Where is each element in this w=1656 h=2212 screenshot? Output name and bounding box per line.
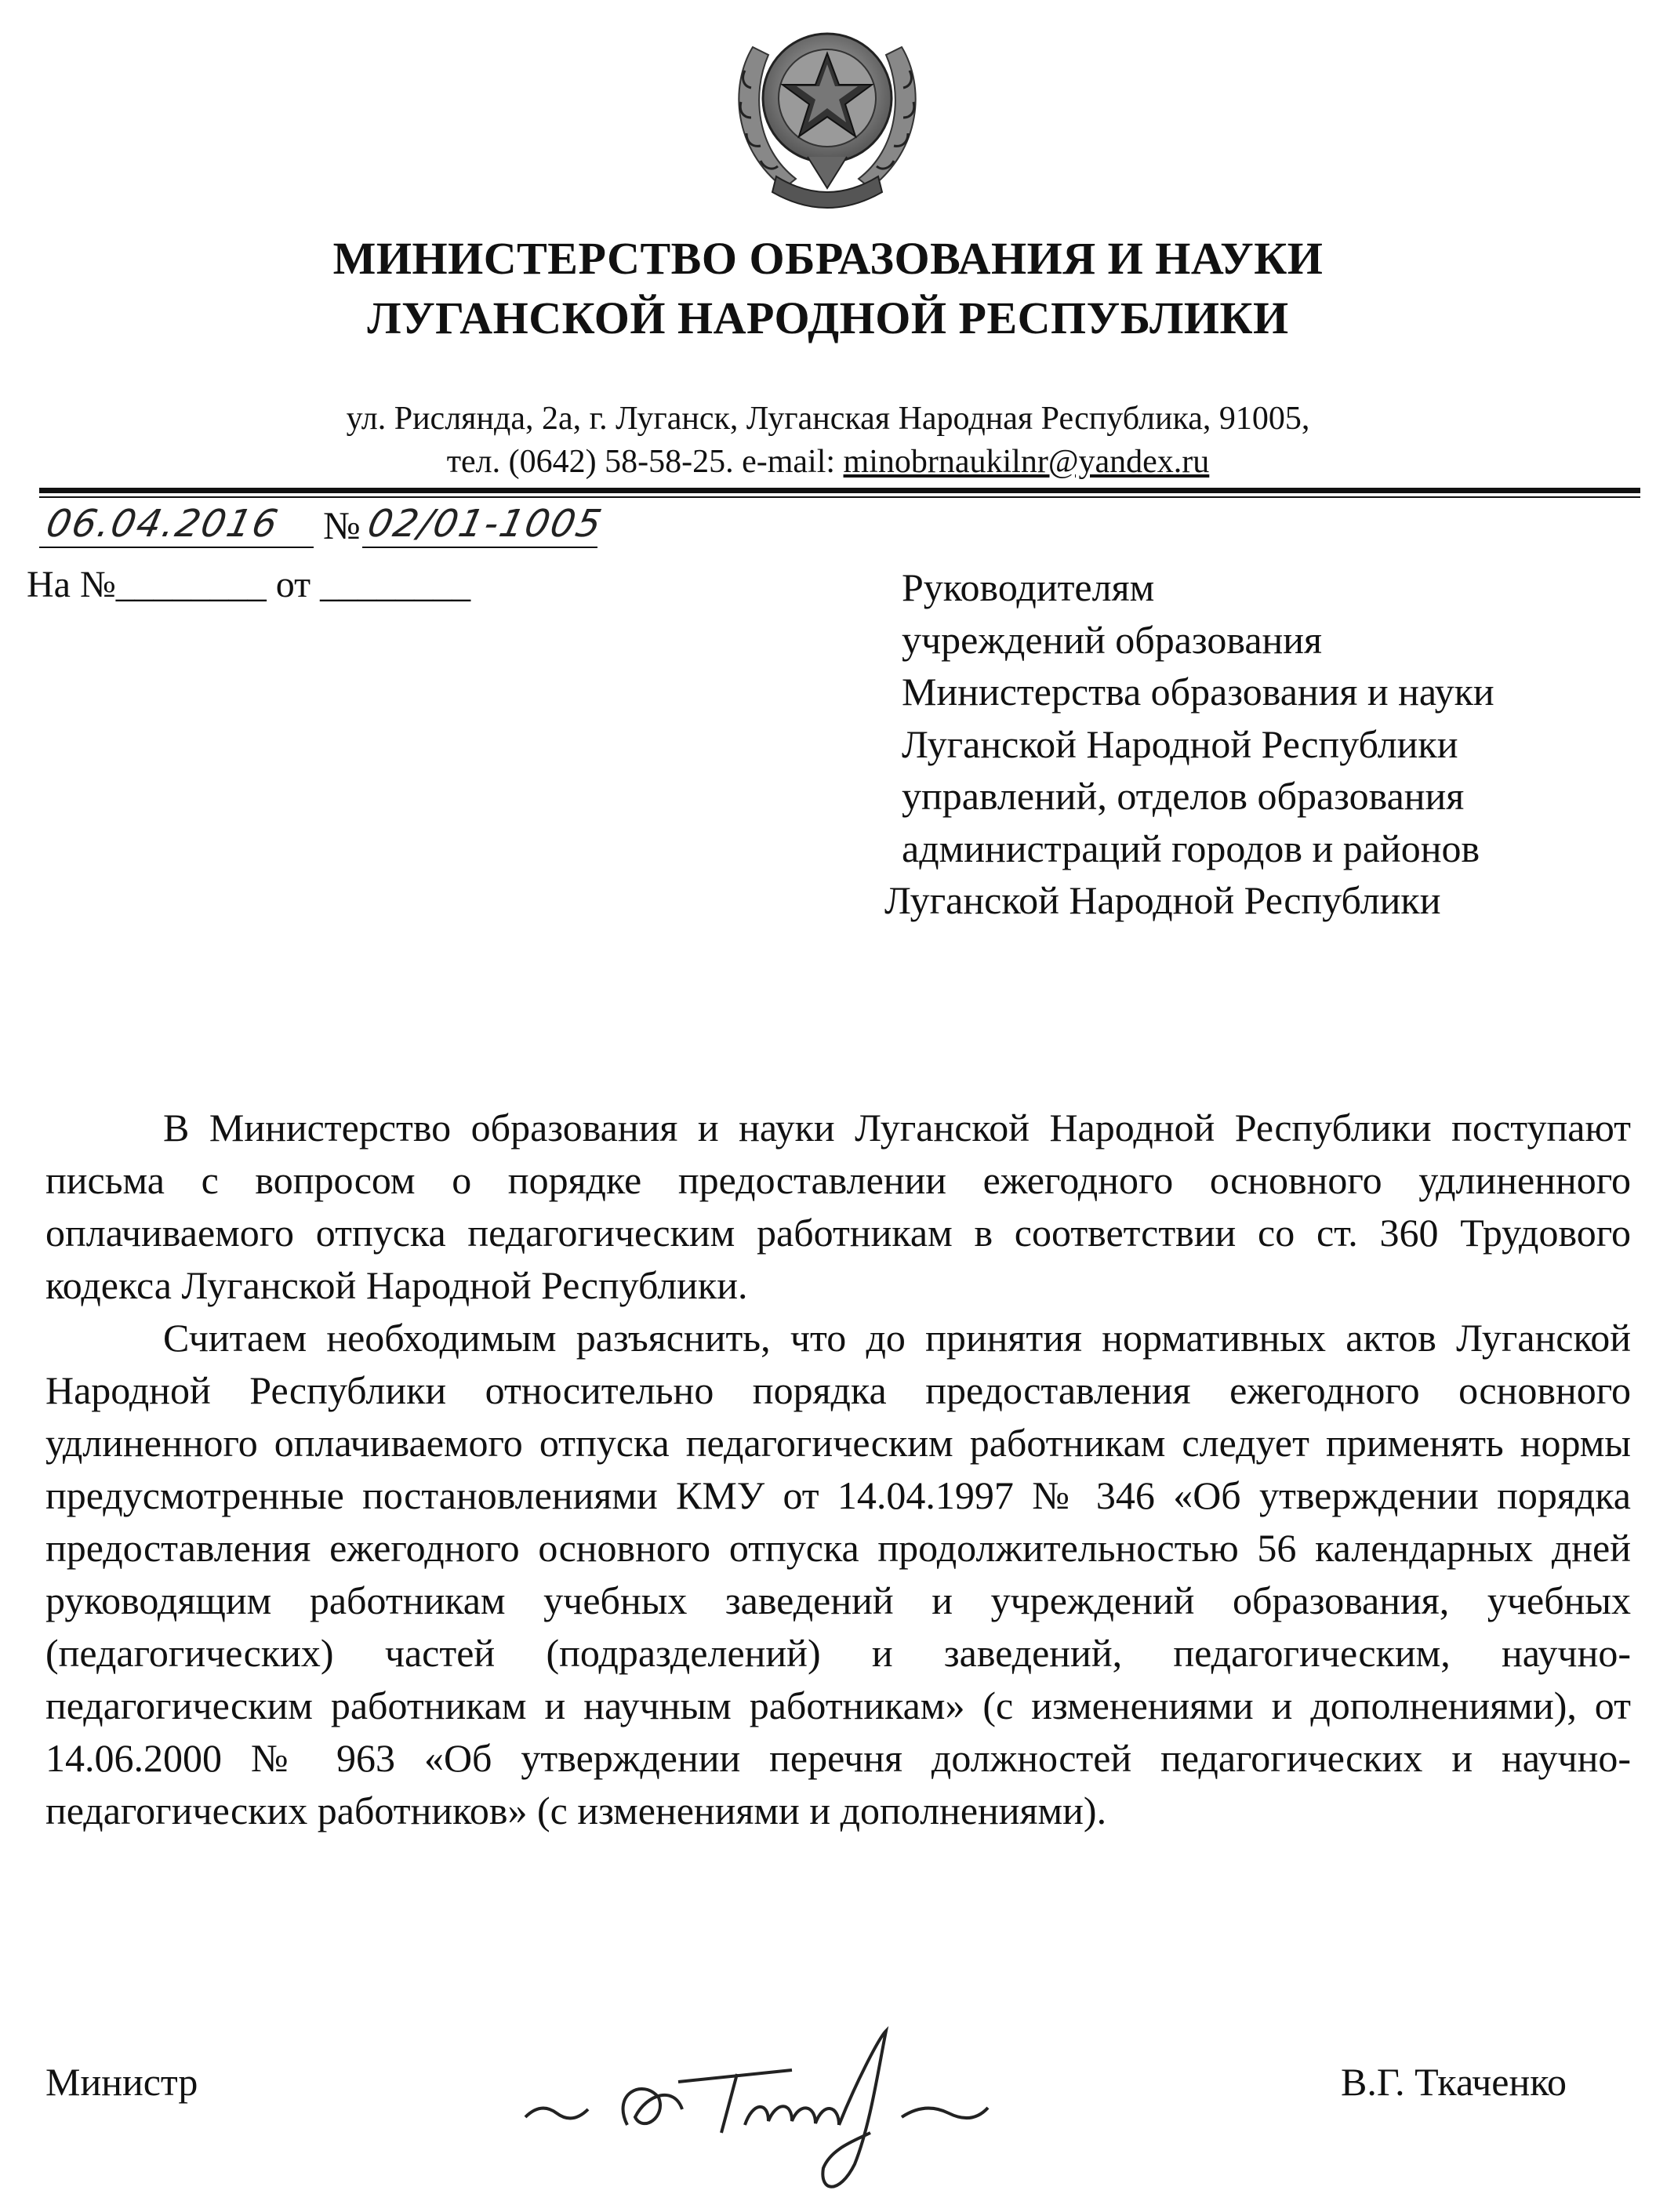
number-underline bbox=[362, 547, 597, 548]
reply-reference: На №________ от ________ bbox=[27, 564, 471, 605]
registration-number-label: № bbox=[323, 503, 361, 547]
header-divider bbox=[39, 488, 1640, 493]
phone-label: тел. (0642) 58-58-25. e-mail: bbox=[446, 444, 844, 480]
contact-line bbox=[0, 441, 1656, 482]
letter-body bbox=[45, 1102, 1631, 1837]
address-line: ул. Рислянда, 2а, г. Луганск, Луганская Народная Республика, 91005, bbox=[346, 401, 1310, 437]
body-paragraph: Считаем необходимым разъяснить, что до принятия нормативных актов Луганской Народной Республики относительно порядка предоставления ежегодного основного удлиненного оплачиваемого отпуска педагогическим работникам следует применять нормы предусмотренные постановлениями КМУ от 14.04.1997 № 346 «Об утверждении порядка предоставления ежегодного основного отпуска продолжительностью 56 календарных дней руководящим работникам учебных заведений и учреждений образования, учебных (педагогических) частей (подразделений) и заведений, педагогическим, научно-педагогическим работникам и научным работникам» (с изменениями и дополнениями), от 14.06.2000 № 963 «Об утверждении перечня должностей педагогических и научно-педагогических работников» (с изменениями и дополнениями). bbox=[45, 1316, 1631, 1832]
ministry-title-line1: МИНИСТЕРСТВО ОБРАЗОВАНИЯ И НАУКИ bbox=[332, 233, 1324, 284]
recipient-line: Луганской Народной Республики bbox=[902, 721, 1458, 766]
recipient-line: управлений, отделов образования bbox=[902, 774, 1465, 818]
recipient-line: Луганской Народной Республики bbox=[884, 878, 1441, 922]
registration-date: 06.04.2016 bbox=[42, 502, 283, 546]
signatory-name: В.Г. Ткаченко bbox=[1341, 2060, 1567, 2104]
registration-number: 02/01-1005 bbox=[364, 502, 607, 546]
recipient-line: Руководителям bbox=[902, 565, 1155, 609]
recipient-block bbox=[884, 561, 1494, 927]
emblem-icon bbox=[721, 0, 933, 212]
email-link[interactable]: minobrnaukilnr@yandex.ru bbox=[843, 444, 1210, 480]
recipient-line: Министерства образования и науки bbox=[902, 670, 1494, 714]
header-divider-thin bbox=[39, 496, 1640, 498]
body-paragraph: В Министерство образования и науки Луганской Народной Республики поступают письма с вопросом о порядке предоставлении ежегодного основного удлиненного оплачиваемого отпуска педагогическим работникам в соответствии со ст. 360 Трудового кодекса Луганской Народной Республики. bbox=[45, 1106, 1631, 1307]
recipient-line: учреждений образования bbox=[902, 617, 1323, 662]
handwritten-signature bbox=[510, 2007, 996, 2203]
recipient-line: администраций городов и районов bbox=[902, 826, 1480, 870]
ministry-title-line2: ЛУГАНСКОЙ НАРОДНОЙ РЕСПУБЛИКИ bbox=[367, 292, 1289, 343]
signatory-position: Министр bbox=[45, 2060, 198, 2104]
date-underline bbox=[39, 547, 314, 548]
